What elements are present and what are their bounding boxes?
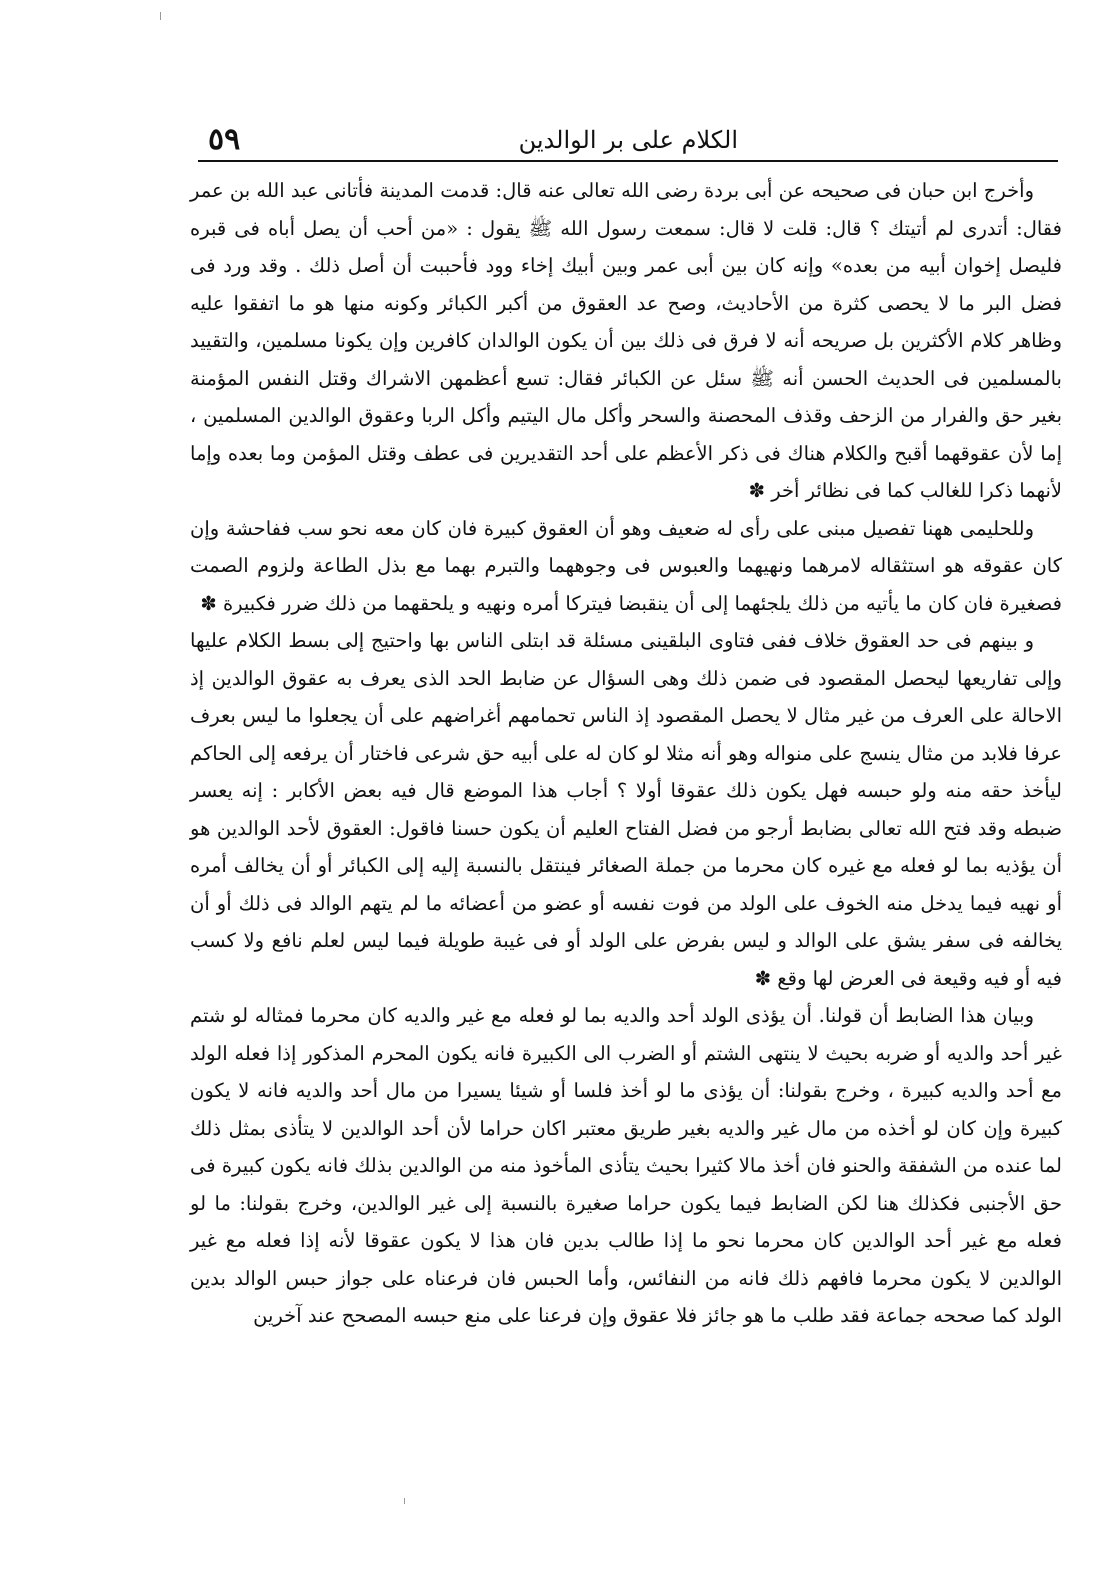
running-title: الكلام على بر الوالدين (518, 126, 738, 154)
body-text (190, 172, 1062, 1472)
paragraph: وللحليمى ههنا تفصيل مبنى على رأى له ضعيف وهو أن العقوق كبيرة فان كان معه نحو سب ففاحشة وإن كان عقوقه هو استثقاله لامرهما ونهيهما والعبوس فى وجوههما والتبرم بهما مع بذل الطاعة ولزوم الصمت فصغيرة فان كان ما يأتيه من ذلك يلجئهما إلى أن ينقبضا فيتركا أمره ونهيه و يلحقهما من ذلك ضرر فكبيرة ✽ (190, 516, 1062, 615)
paragraph: وبيان هذا الضابط أن قولنا. أن يؤذى الولد أحد والديه بما لو فعله مع غير والديه كان محرما فمثاله لو شتم غير أحد والديه أو ضربه بحيث لا ينتهى الشتم أو الضرب الى الكبيرة فانه يكون المحرم المذكور إذا فعله الولد مع أحد والديه كبيرة ، وخرج بقولنا: أن يؤذى ما لو أخذ فلسا أو شيئا يسيرا من مال أحد والديه فانه لا يكون كبيرة وإن كان لو أخذه من مال غير والديه بغير طريق معتبر اكان حراما لأن أحد الوالدين لا يتأذى بمثل ذلك لما عنده من الشفقة والحنو فان أخذ مالا كثيرا بحيث يتأذى المأخوذ منه من الوالدين بذلك فانه يكون كبيرة فى حق الأجنبى فكذلك هنا لكن الضابط فيما يكون حراما صغيرة بالنسبة إلى غير الوالدين، وخرج بقولنا: ما لو فعله مع غير أحد الوالدين كان محرما نحو ما إذا طالب بدين فان هذا لا يكون عقوقا لأنه إذا فعله مع غير الوالدين لا يكون محرما فافهم ذلك فانه من النفائس، وأما الحبس فان فرعناه على جواز حبس الوالد بدين الولد كما صححه جماعة فقد طلب ما هو جائز فلا عقوق وإن فرعنا على منع حبسه المصحح عند آخرين (190, 1004, 1062, 1327)
page-header (198, 118, 838, 160)
scan-mark (404, 1498, 405, 1504)
page-number: ٥٩ (208, 122, 241, 157)
paragraph: و بينهم فى حد العقوق خلاف ففى فتاوى البلقينى مسئلة قد ابتلى الناس بها واحتيج إلى بسط الكلام عليها وإلى تفاريعها ليحصل المقصود فى ضمن ذلك وهى السؤال عن ضابط الحد الذى يعرف به عقوق الوالدين إذ الاحالة على العرف من غير مثال لا يحصل المقصود إذ الناس تحمامهم أغراضهم على أن يجعلوا ما ليس بعرف عرفا فلابد من مثال ينسج على منواله وهو أنه مثلا لو كان له على أبيه حق شرعى فاختار أن يرفعه إلى الحاكم ليأخذ حقه منه ولو حبسه فهل يكون ذلك عقوقا أولا ؟ أجاب هذا الموضع قال فيه بعض الأكابر : إنه يعسر ضبطه وقد فتح الله تعالى بضابط أرجو من فضل الفتاح العليم أن يكون حسنا فاقول: العقوق لأحد الوالدين هو أن يؤذيه بما لو فعله مع غيره كان محرما من جملة الصغائر فينتقل بالنسبة إليه إلى الكبائر أو أن يخالف أمره أو نهيه فيما يدخل منه الخوف على الولد من فوت نفسه أو عضو من أعضائه ما لم يتهم الوالد فى ذلك أو أن يخالفه فى سفر يشق على الوالد و ليس بفرض على الولد أو فى غيبة طويلة فيما ليس لعلم نافع ولا كسب فيه أو فيه وقيعة فى العرض لها وقع ✽ (190, 629, 1062, 990)
scan-mark (160, 12, 161, 20)
paragraph: وأخرج ابن حبان فى صحيحه عن أبى بردة رضى الله تعالى عنه قال: قدمت المدينة فأتانى عبد الله بن عمر فقال: أتدرى لم أتيتك ؟ قال: قلت لا قال: سمعت رسول الله ﷺ يقول : «من أحب أن يصل أباه فى قبره فليصل إخوان أبيه من بعده» وإنه كان بين أبى عمر وبين أبيك إخاء وود فأحببت أن أصل ذلك . وقد ورد فى فضل البر ما لا يحصى كثرة من الأحاديث، وصح عد العقوق من أكبر الكبائر وكونه منها هو ما اتفقوا عليه وظاهر كلام الأكثرين بل صريحه أنه لا فرق فى ذلك بين أن يكون الوالدان كافرين وإن يكونا مسلمين، والتقييد بالمسلمين فى الحديث الحسن أنه ﷺ سئل عن الكبائر فقال: تسع أعظمهن الاشراك وقتل النفس المؤمنة بغير حق والفرار من الزحف وقذف المحصنة والسحر وأكل مال اليتيم وأكل الربا وعقوق الوالدين المسلمين ، إما لأن عقوقهما أقبح والكلام هناك فى ذكر الأعظم على أحد التقديرين فى عطف وقتل المؤمن وما بعده وإما لأنهما ذكرا للغالب كما فى نظائر أخر ✽ (190, 179, 1062, 502)
header-rule (198, 160, 1058, 162)
